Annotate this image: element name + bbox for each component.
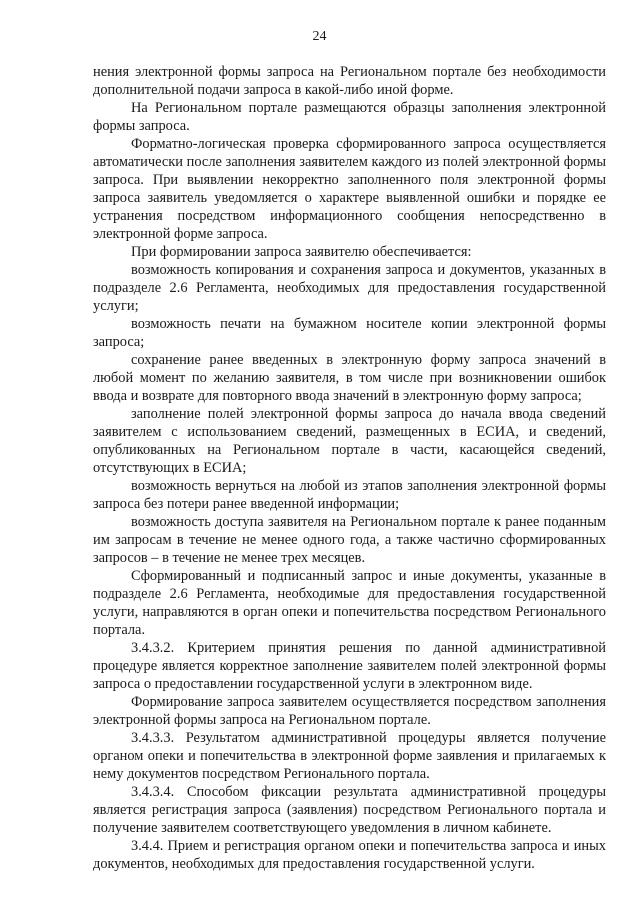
paragraph-list-item: возможность копирования и сохранения запроса и документов, указанных в подразделе 2.6 Регламента, необходимых для предоставления государственной услуги;: [93, 262, 606, 314]
paragraph-3-4-3-4: 3.4.3.4. Способом фиксации результата административной процедуры является регистрация запроса (заявления) посредством Регионального портала и получение заявителем соответствующего уведомления в личном кабинете.: [93, 784, 606, 836]
paragraph-3-4-4: 3.4.4. Прием и регистрация органом опеки и попечительства запроса и иных документов, необходимых для предоставления государственной услуги.: [93, 838, 606, 872]
paragraph-3-4-3-3: 3.4.3.3. Результатом административной процедуры является получение органом опеки и попечительства в электронной форме заявления и прилагаемых к нему документов посредством Регионального портала.: [93, 730, 606, 782]
paragraph-list-item: возможность доступа заявителя на Региональном портале к ранее поданным им запросам в течение не менее одного года, а также частично сформированных запросов – в течение не менее трех месяцев.: [93, 514, 606, 566]
paragraph-provided-intro: При формировании запроса заявителю обеспечивается:: [131, 244, 472, 260]
paragraph-list-item: заполнение полей электронной формы запроса до начала ввода сведений заявителем с использованием сведений, размещенных в ЕСИА, и сведений, опубликованных на Региональном портале в части, касающейся сведений, отсутствующих в ЕСИА;: [93, 406, 606, 476]
page-number: 24: [312, 29, 327, 44]
paragraph-3-4-3-2: 3.4.3.2. Критерием принятия решения по данной административной процедуре является корректное заполнение заявителем полей электронной формы запроса о предоставлении государственной услуги в электронном виде.: [93, 640, 606, 692]
document-body: [93, 63, 606, 873]
paragraph-submission: Сформированный и подписанный запрос и иные документы, указанные в подразделе 2.6 Регламента, необходимые для предоставления государственной услуги, направляются в орган опеки и попечительства посредством Регионального портала.: [93, 568, 606, 638]
paragraph-list-item: возможность печати на бумажном носителе копии электронной формы запроса;: [93, 316, 606, 350]
paragraph-formation: Формирование запроса заявителем осуществляется посредством заполнения электронной формы запроса на Региональном портале.: [93, 694, 606, 728]
paragraph-list-item: возможность вернуться на любой из этапов заполнения электронной формы запроса без потери ранее введенной информации;: [93, 478, 606, 512]
paragraph-continuation: нения электронной формы запроса на Региональном портале без необходимости дополнительной подачи запроса в какой-либо иной форме.: [93, 64, 606, 98]
paragraph-samples: На Региональном портале размещаются образцы заполнения электронной формы запроса.: [93, 100, 606, 134]
paragraph-format-check: Форматно-логическая проверка сформированного запроса осуществляется автоматически после заполнения заявителем каждого из полей электронной формы запроса. При выявлении некорректно заполненного поля электронной формы запроса заявитель уведомляется о характере выявленной ошибки и порядке ее устранения посредством информационного сообщения непосредственно в электронной форме запроса.: [93, 136, 606, 242]
paragraph-list-item: сохранение ранее введенных в электронную форму запроса значений в любой момент по желанию заявителя, в том числе при возникновении ошибок ввода и возврате для повторного ввода значений в электронную форму запроса;: [93, 352, 606, 404]
